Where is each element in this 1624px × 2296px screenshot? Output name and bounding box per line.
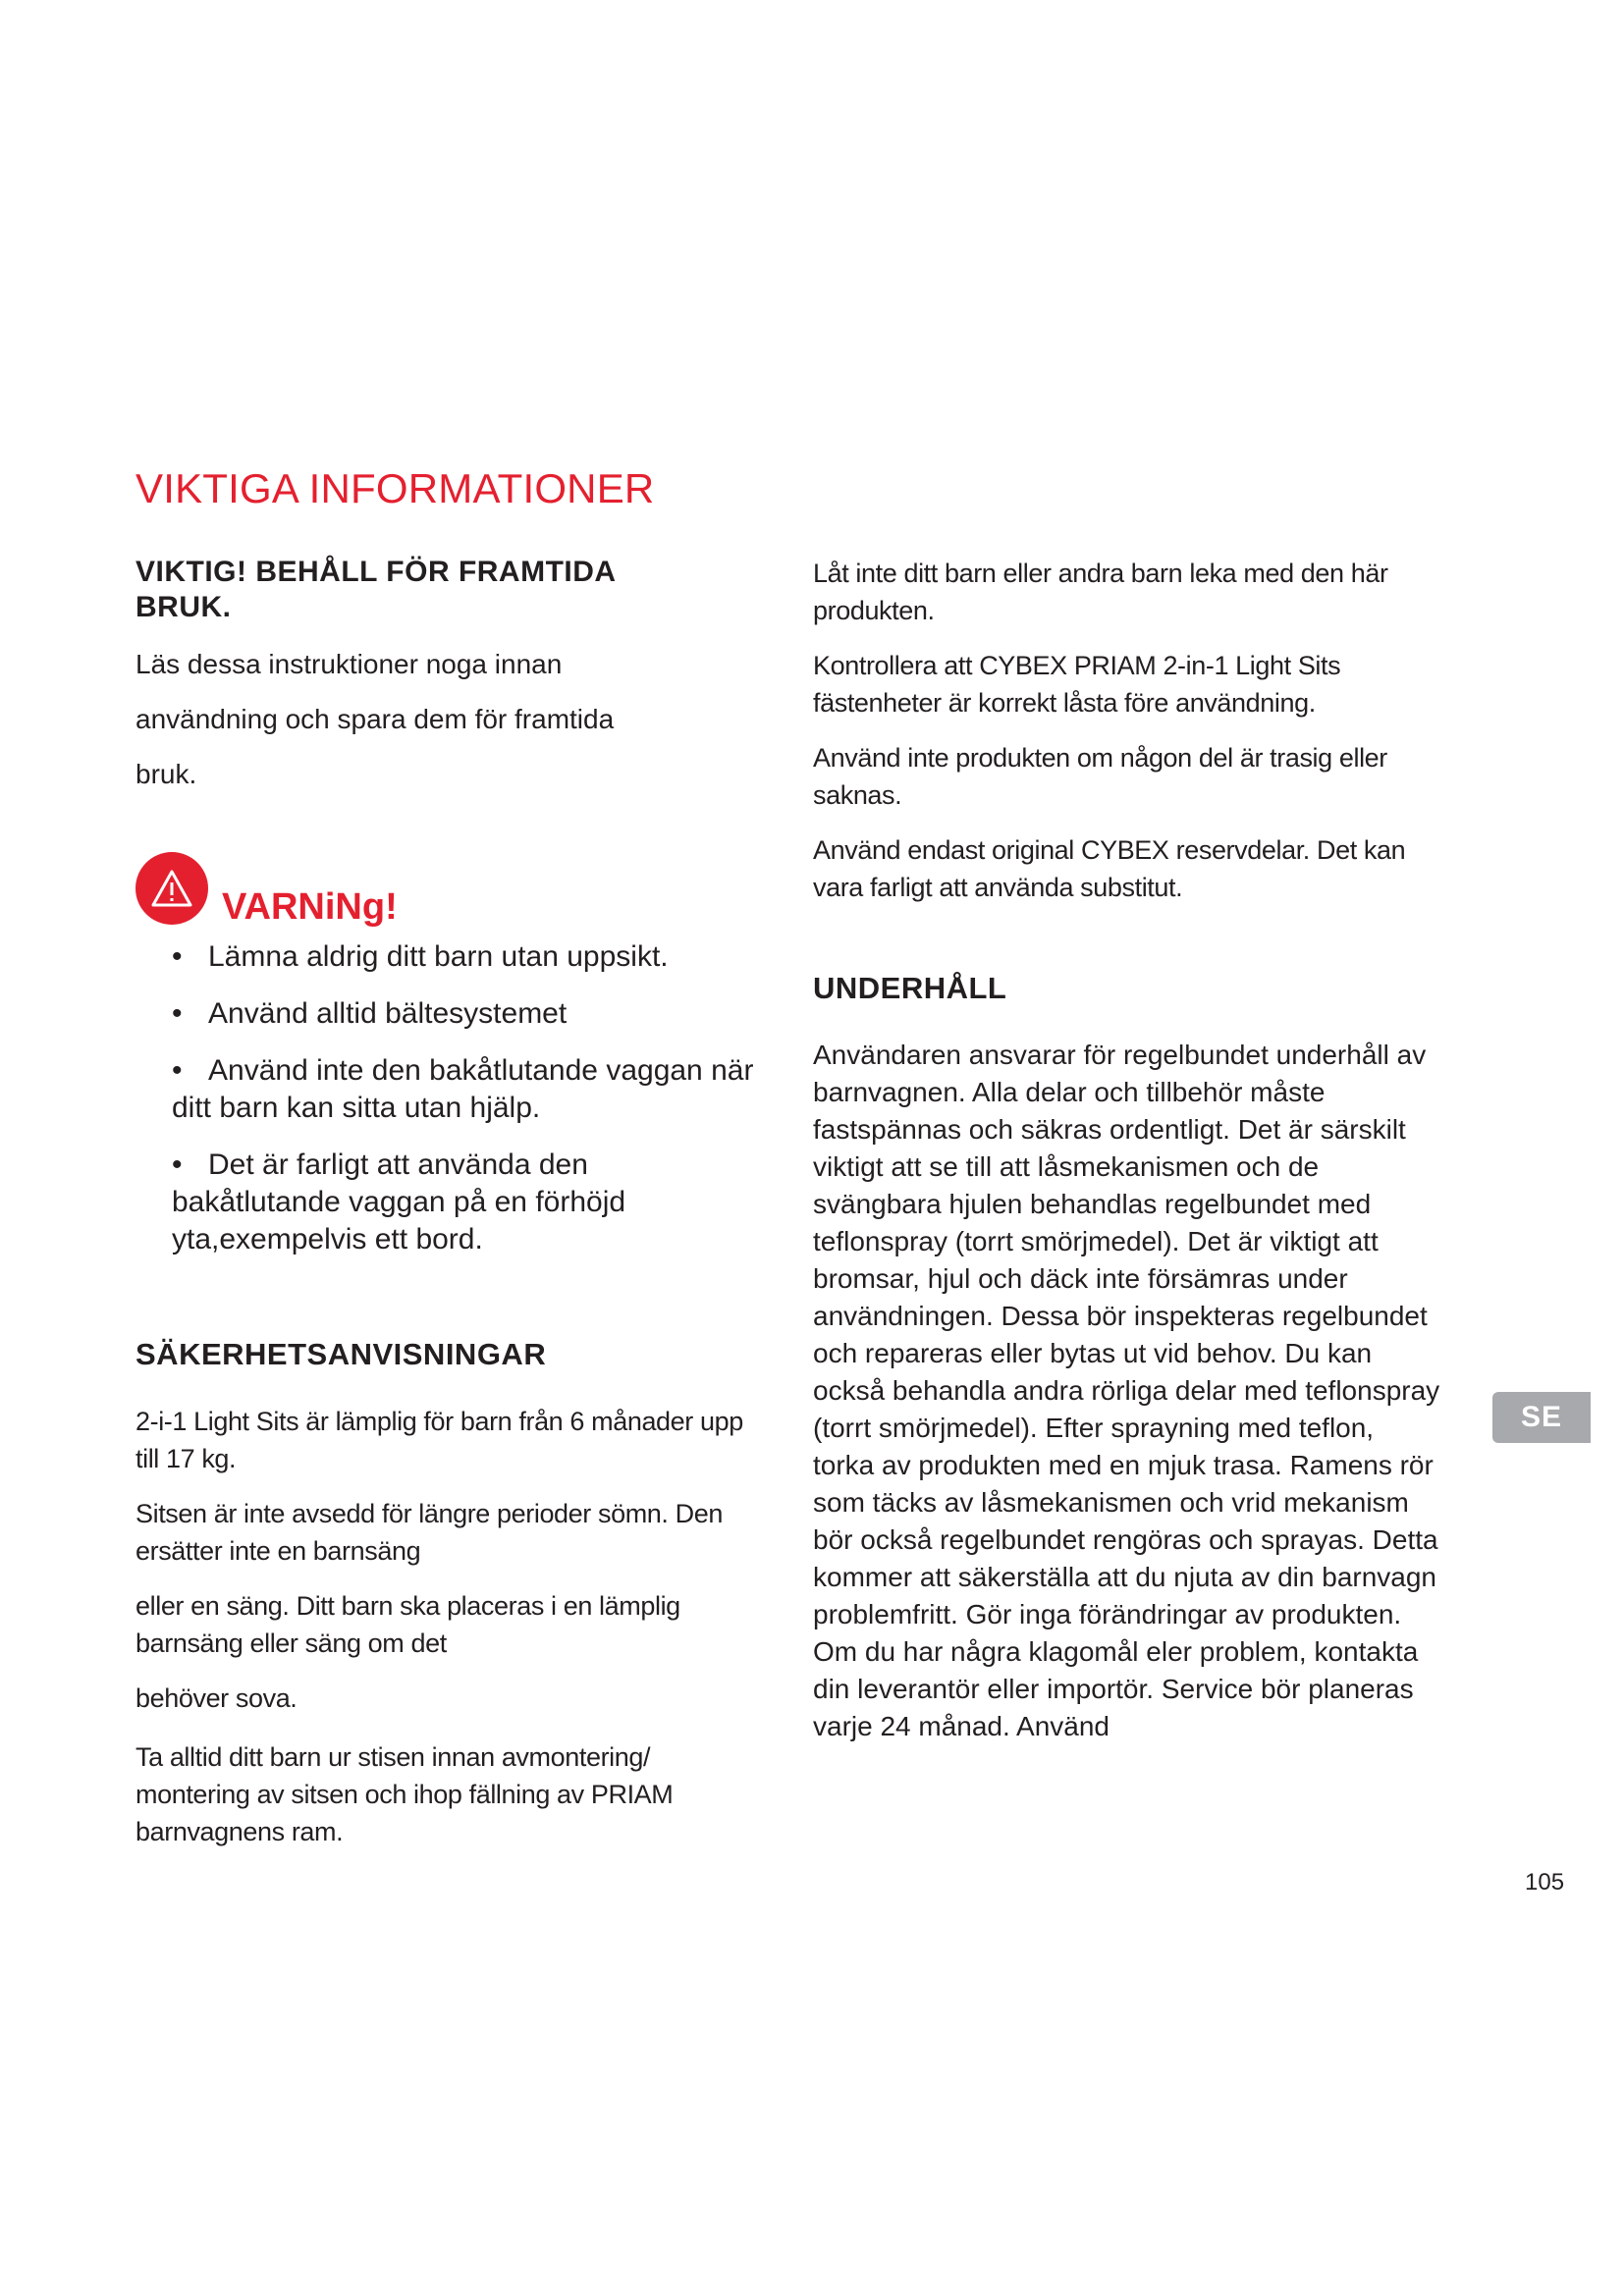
list-item: • Det är farligt att använda den bakåtlutande vaggan på en förhöjd yta,exempelvis ett bord. — [172, 1148, 626, 1255]
paragraph: Kontrollera att CYBEX PRIAM 2-in-1 Light Sits fästenheter är korrekt låsta före användning. — [813, 651, 1341, 718]
language-tab: SE — [1492, 1392, 1591, 1443]
left-column — [135, 555, 764, 1868]
right-column — [813, 555, 1441, 1745]
paragraph: Sitsen är inte avsedd för längre perioder sömn. Den ersätter inte en barnsäng — [135, 1499, 723, 1566]
paragraph: Använd inte produkten om någon del är trasig eller saknas. — [813, 743, 1387, 810]
warning-title: VARNiNg! — [222, 886, 398, 928]
paragraph: Ta alltid ditt barn ur stisen innan avmontering/ montering av sitsen och ihop fällning av PRIAM barnvagnens ram. — [135, 1742, 674, 1846]
keep-heading — [135, 555, 764, 625]
warning-triangle-icon — [135, 852, 208, 925]
paragraph: behöver sova. — [135, 1683, 298, 1713]
page-title: VIKTIGA INFORMATIONER — [135, 465, 655, 511]
paragraph: Använd endast original CYBEX reservdelar. Det kan vara farligt att använda substitut. — [813, 835, 1406, 902]
paragraph: eller en säng. Ditt barn ska placeras i en lämplig barnsäng eller säng om det — [135, 1591, 680, 1658]
paragraph: 2-i-1 Light Sits är lämplig för barn från 6 månader upp till 17 kg. — [135, 1407, 743, 1473]
list-item: • Använd inte den bakåtlutande vaggan när ditt barn kan sitta utan hjälp. — [172, 1054, 754, 1124]
intro-line: användning och spara dem för framtida — [135, 704, 615, 734]
keep-heading-line2: BRUK. — [135, 591, 232, 623]
safety-heading: SÄKERHETSANVISNINGAR — [135, 1337, 547, 1371]
maintenance-text: Användaren ansvarar för regelbundet underhåll av barnvagnen. Alla delar och tillbehör måste fastspännas och säkras ordentligt. Det är särskilt viktigt att se till att låsmekanismen och de svängbara hjulen behandlas regelbundet med teflonspray (torrt smörjmedel). Det är viktigt att bromsar, hjul och däck inte försämras under användningen. Dessa bör inspekteras regelbundet och repareras eller bytas ut vid behov. Du kan också behandla andra rörliga delar med teflonspray (torrt smörjmedel). Efter sprayning med teflon, torka av produkten med en mjuk trasa. Ramens rör som täcks av låsmekanismen och vrid mekanism bör också regelbundet rengöras och sprayas. Detta kommer att säkerställa att du njuta av din barnvagn problemfritt. Gör inga förändringar av produkten. Om du har några klagomål eler problem, kontakta din leverantör eller importör. Service bör planeras varje 24 månad. Använd — [813, 1040, 1440, 1741]
right-paragraphs — [813, 555, 1441, 906]
intro-line: bruk. — [135, 759, 197, 789]
keep-heading-line1: VIKTIG! BEHÅLL FÖR FRAMTIDA — [135, 556, 617, 588]
intro-text — [135, 637, 764, 802]
warning-list — [135, 938, 764, 1258]
warning-header — [135, 847, 764, 929]
intro-line: Läs dessa instruktioner noga innan — [135, 649, 563, 679]
maintenance-heading: UNDERHÅLL — [813, 971, 1007, 1005]
safety-text — [135, 1403, 764, 1850]
page-number: 105 — [1525, 1869, 1565, 1896]
paragraph: Låt inte ditt barn eller andra barn leka med den här produkten. — [813, 559, 1388, 625]
list-item: • Använd alltid bältesystemet — [172, 997, 568, 1030]
list-item: • Lämna aldrig ditt barn utan uppsikt. — [172, 940, 669, 973]
